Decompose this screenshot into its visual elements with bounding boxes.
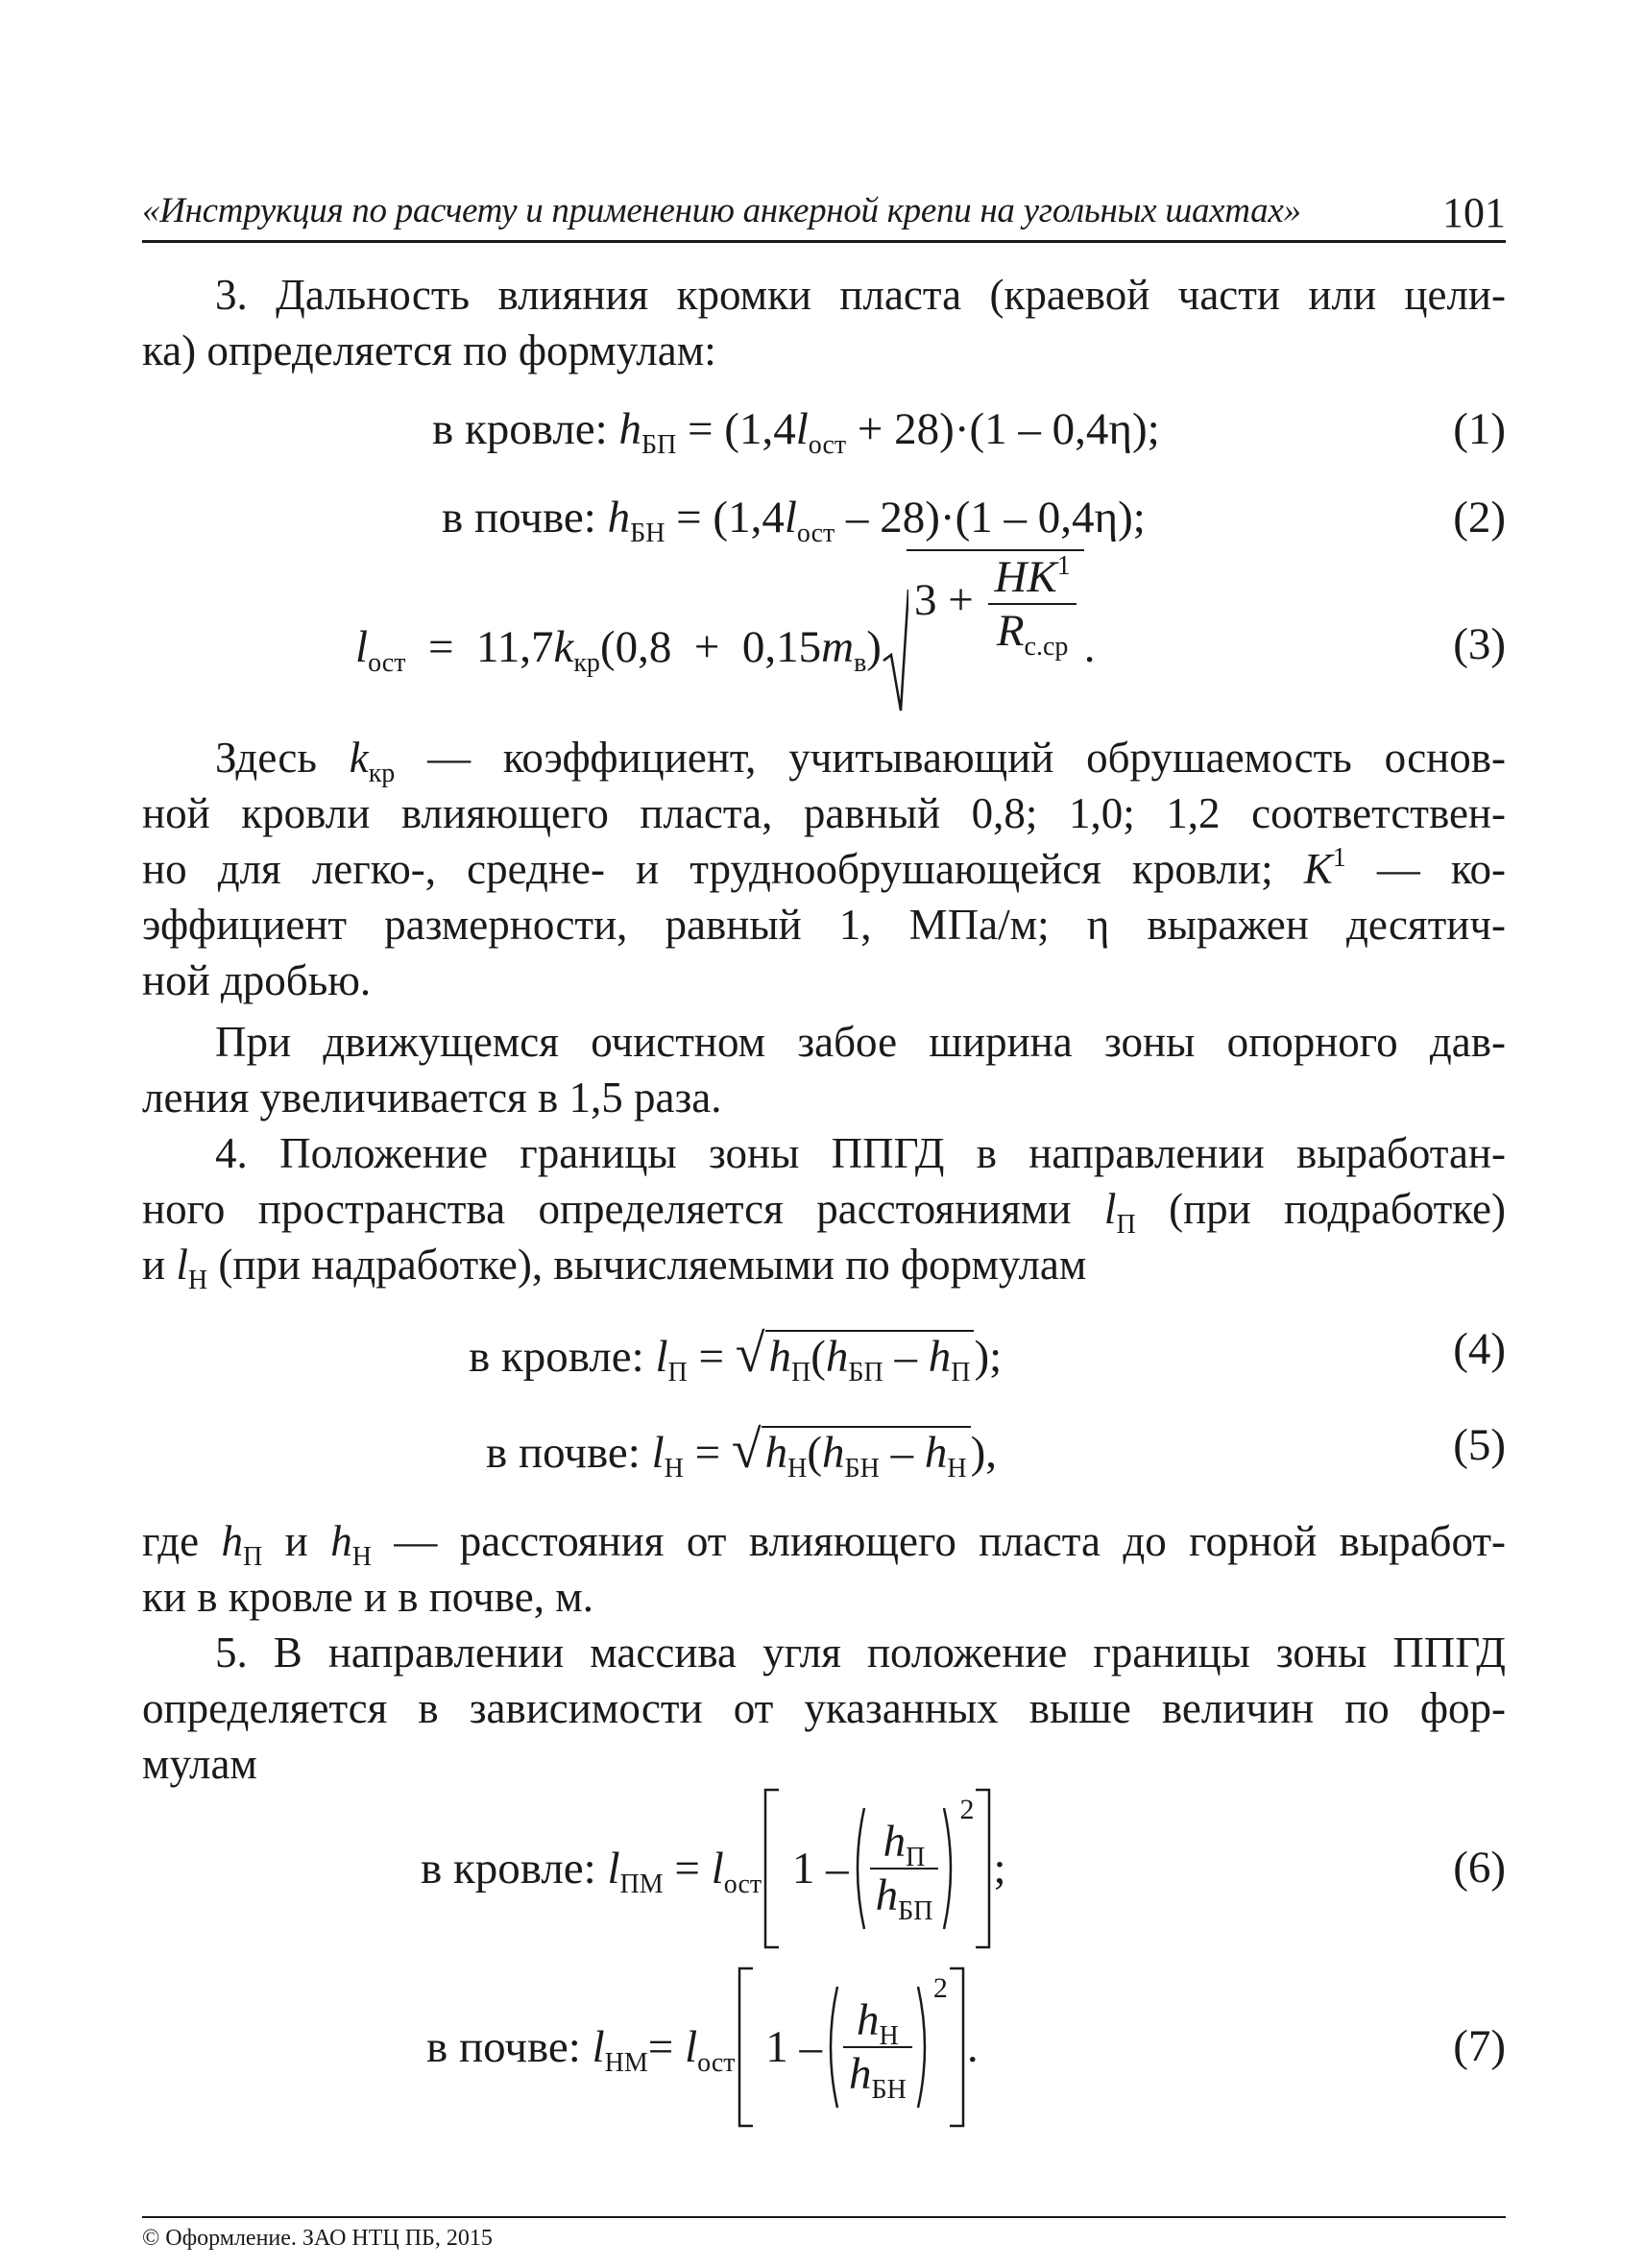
equation-number: (6) [1453,1843,1506,1893]
formula-3 [142,551,1506,712]
left-bracket [762,1788,781,1949]
running-head [142,190,1506,238]
formula-1-expression: в кровле: $h_{БП} = (1,4l_{ост} + 28)\cdot(1 - 0,4\eta)$; [432,404,1160,460]
formula-5 [142,1419,1506,1483]
header-rule [142,240,1506,243]
formula-1 [142,403,1506,461]
formula-4-expression: в кровле: $l_П = √h_П(h_{БП} - h_П)$; [469,1324,1003,1387]
formula-7-expression: в почве: $l_{НМ}= l_{ост}$ 1 – $\frac{h_Н}{h_{БН}}$ 2. [426,1966,979,2128]
formula-prefix: в почве: [442,493,596,543]
paragraph-5 [142,1625,1506,1792]
paragraph-where [142,1513,1506,1625]
footer-rule [142,2216,1506,2218]
text-line: мулам [142,1740,257,1788]
paragraph-here [142,730,1506,1008]
right-bracket [948,1966,967,2128]
text-line: и $l_Н$ (при надработке), вычисляемыми по формулам [142,1241,1087,1295]
equation-number: (4) [1453,1324,1506,1374]
text-line: ка) определяется по формулам: [142,326,716,374]
formula-3-expression: $l_{ост} = 11,7k_{кр}(0,8 + 0,15m_в)3$ + $\frac{HK^1}{R_{с.ср}}$ . [355,588,1096,714]
equation-number: (2) [1453,493,1506,543]
right-bracket [974,1788,993,1949]
text-line: 3. Дальность влияния кромки пласта (краевой части или цели- [215,271,1506,319]
formula-prefix: в кровле: [432,404,608,454]
paragraph-moving-face [142,1014,1506,1125]
footer-copyright: © Оформление. ЗАО НТЦ ПБ, 2015 [142,2226,493,2251]
text-line: ной кровли влияющего пласта, равный 0,8; 1,0; 1,2 соответствен- [142,789,1506,837]
text-line: При движущемся очистном забое ширина зоны опорного дав- [215,1018,1506,1066]
radical-sign [882,588,908,714]
fraction: $\frac{h_Н}{h_{БН}}$ [843,1994,912,2100]
text-line: но для легко-, средне- и труднообрушающейся кровли; $K^1$ — ко- [142,843,1506,893]
text-line: определяется в зависимости от указанных выше величин по фор- [142,1684,1506,1732]
equation-number: (1) [1453,404,1506,454]
equation-number: (5) [1453,1420,1506,1470]
text-line: Здесь $k_{кр}$ — коэффициент, учитывающий обрушаемость основ- [215,734,1506,788]
text-line: ного пространства определяется расстояниями $l_П$ (при подработке) [142,1185,1506,1240]
text-line: ной дробью. [142,956,372,1004]
formula-prefix: в почве: [426,2022,581,2072]
text-line: ки в кровле и в почве, м. [142,1573,593,1621]
text-line: эффициент размерности, равный 1, МПа/м; η выражен десятич- [142,901,1506,949]
square-root: 3 + $\frac{HK^1}{R_{с.ср}}$ [882,588,1084,714]
equation-number: (7) [1453,2021,1506,2071]
formula-prefix: в кровле: [421,1844,596,1894]
formula-5-expression: в почве: $l_Н = √h_Н(h_{БН} - h_Н)$, [486,1420,997,1484]
left-paren [822,1985,839,2110]
left-paren [849,1806,866,1931]
fraction: $\frac{HK^1}{R_{с.ср}}$ [988,551,1076,657]
text-line: где $h_П$ и $h_Н$ — расстояния от влияющего пласта до горной выработ- [142,1517,1507,1572]
formula-6 [142,1788,1506,1951]
text-line: 5. В направлении массива угля положение границы зоны ППГД [215,1629,1506,1677]
formula-prefix: в почве: [486,1428,641,1478]
text-line: 4. Положение границы зоны ППГД в направлении выработан- [215,1129,1506,1177]
formula-6-expression: в кровле: $l_{ПМ} = l_{ост}$ 1 – $\frac{h_П}{h_{БП}}$ 2; [421,1788,1006,1949]
formula-4 [142,1323,1506,1387]
paragraph-3 [142,267,1506,378]
equation-number: (3) [1453,619,1506,669]
formula-prefix: в кровле: [469,1332,644,1382]
paragraph-4 [142,1125,1506,1295]
formula-2 [142,492,1506,549]
text-line: ления увеличивается в 1,5 раза. [142,1074,722,1122]
formula-7 [142,1966,1506,2130]
right-paren [916,1985,933,2110]
right-paren [942,1806,959,1931]
fraction: $\frac{h_П}{h_{БП}}$ [870,1816,939,1921]
formula-2-expression: в почве: $h_{БН} = (1,4l_{ост} - 28)\cdot(1 - 0,4\eta)$; [442,493,1146,548]
running-head-title: «Инструкция по расчету и применению анкерной крепи на угольных шахтах» [142,191,1301,230]
page-number: 101 [1442,189,1506,236]
left-bracket [736,1966,755,2128]
